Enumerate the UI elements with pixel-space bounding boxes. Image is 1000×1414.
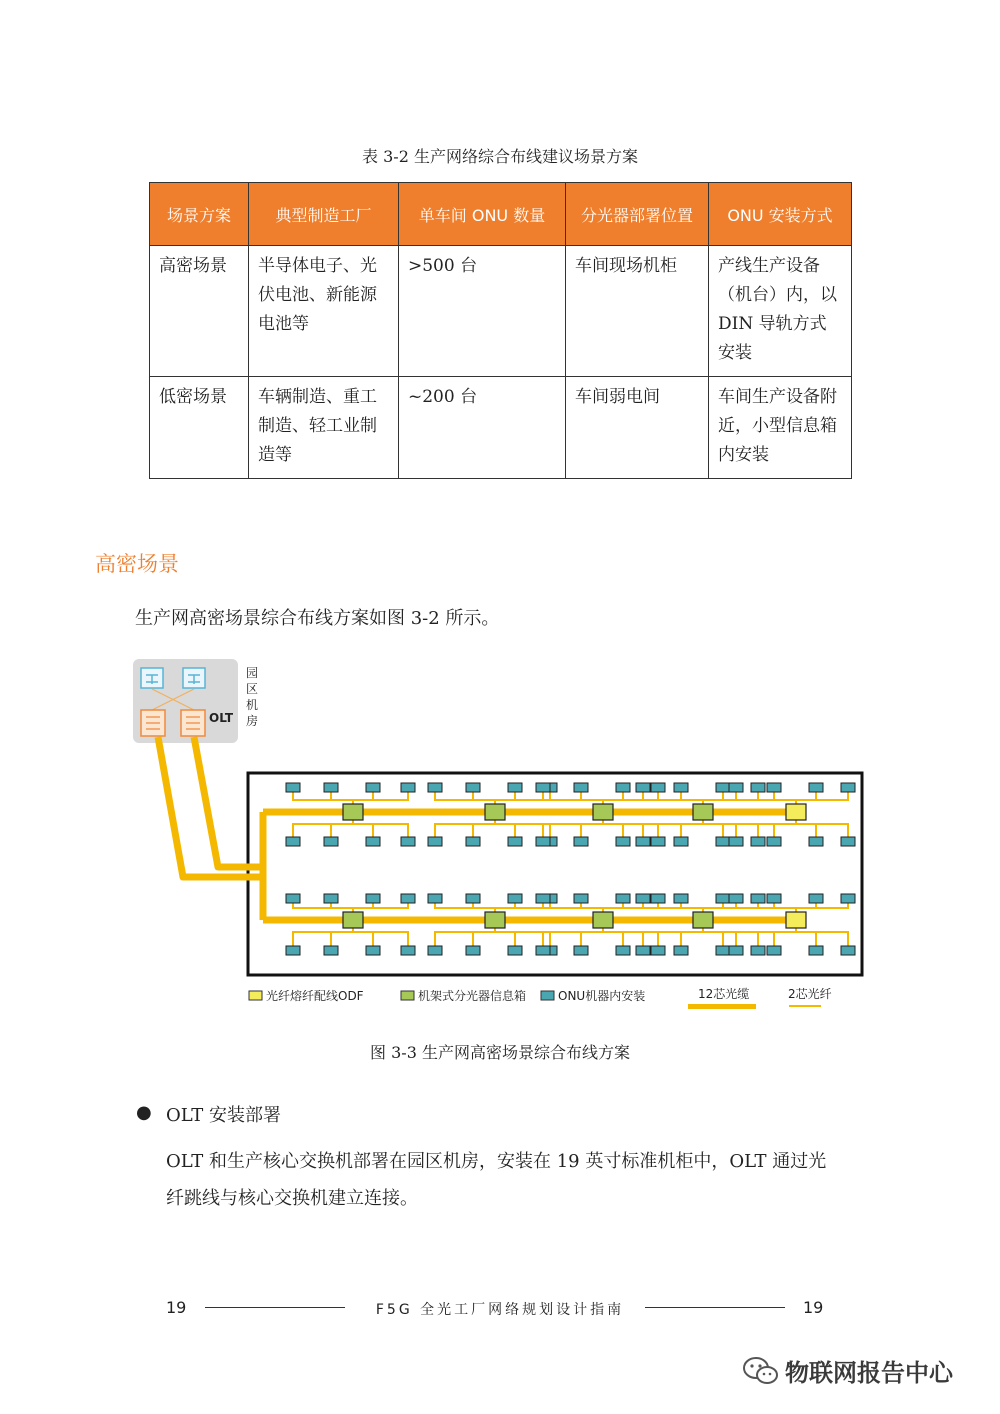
onu-device — [428, 946, 442, 955]
room-label-text: 园区机房 — [246, 666, 259, 728]
onu-device — [651, 783, 665, 792]
onu-device — [716, 837, 730, 846]
watermark-text: 物联网报告中心 — [785, 1359, 953, 1387]
onu-device — [574, 783, 588, 792]
scenario-table — [149, 182, 852, 479]
onu-device — [651, 837, 665, 846]
onu-device — [466, 894, 480, 903]
onu-device — [651, 946, 665, 955]
onu-device — [616, 837, 630, 846]
workshop-box — [248, 773, 862, 975]
body-line: OLT 和生产核心交换机部署在园区机房，安装在 19 英寸标准机柜中，OLT 通过光 — [166, 1151, 827, 1172]
onu-device — [841, 837, 855, 846]
table-caption: 表 3-2 生产网络综合布线建议场景方案 — [362, 147, 638, 166]
splitter-box — [485, 804, 505, 820]
onu-device — [751, 783, 765, 792]
onu-device — [616, 946, 630, 955]
onu-device — [324, 783, 338, 792]
onu-device — [616, 783, 630, 792]
onu-device — [841, 894, 855, 903]
onu-device — [751, 894, 765, 903]
header-factory: 典型制造工厂 — [249, 183, 399, 246]
splitter-box — [593, 804, 613, 820]
onu-device — [751, 946, 765, 955]
cabling-diagram — [128, 655, 868, 1015]
onu-device — [286, 894, 300, 903]
onu-device — [428, 837, 442, 846]
wechat-icon — [742, 1356, 780, 1386]
room-label — [246, 666, 258, 728]
table-header-row — [150, 183, 852, 246]
onu-device — [536, 946, 550, 955]
header-onu-install: ONU 安装方式 — [709, 183, 852, 246]
legend-onu-swatch — [541, 991, 554, 1000]
splitter-box — [693, 804, 713, 820]
section-heading: 高密场景 — [95, 552, 179, 576]
onu-device — [716, 894, 730, 903]
legend-2core-line — [789, 1005, 821, 1007]
splitter-box — [593, 912, 613, 928]
olt-label: OLT — [209, 711, 234, 725]
table-cell: ~200 台 — [399, 377, 566, 479]
onu-device — [729, 946, 743, 955]
bullet-dot: ● — [136, 1102, 152, 1123]
onu-device — [428, 894, 442, 903]
onu-device — [466, 837, 480, 846]
onu-device — [466, 783, 480, 792]
legend-onu-label: ONU机器内安装 — [558, 989, 646, 1003]
onu-device — [366, 783, 380, 792]
onu-device — [809, 837, 823, 846]
legend — [249, 986, 832, 1009]
onu-device — [674, 783, 688, 792]
footer-page-number-right: 19 — [803, 1298, 824, 1317]
onu-device — [767, 946, 781, 955]
onu-device — [636, 837, 650, 846]
onu-device — [324, 837, 338, 846]
legend-odf-swatch — [249, 991, 262, 1000]
onu-device — [751, 837, 765, 846]
onu-device — [674, 946, 688, 955]
onu-device — [574, 894, 588, 903]
onu-device — [729, 837, 743, 846]
figure-caption: 图 3-3 生产网高密场景综合布线方案 — [370, 1043, 630, 1062]
footer-title: F5G 全光工厂网络规划设计指南 — [375, 1302, 625, 1318]
onu-device — [636, 946, 650, 955]
header-splitter-location: 分光器部署位置 — [566, 183, 709, 246]
onu-device — [841, 946, 855, 955]
core-switch-icon — [141, 668, 163, 688]
onu-device — [809, 946, 823, 955]
onu-device — [466, 946, 480, 955]
onu-device — [401, 837, 415, 846]
onu-device — [841, 783, 855, 792]
header-onu-count: 单车间 ONU 数量 — [399, 183, 566, 246]
table-cell: 车辆制造、重工制造、轻工业制造等 — [249, 377, 399, 479]
onu-device — [716, 946, 730, 955]
legend-12core-line — [688, 1004, 756, 1009]
table-cell: 车间生产设备附近，小型信息箱内安装 — [709, 377, 852, 479]
table-cell: 高密场景 — [150, 246, 249, 377]
onu-device — [401, 946, 415, 955]
legend-splitter-swatch — [401, 991, 414, 1000]
core-switch-icon — [183, 668, 205, 688]
splitter-box — [343, 804, 363, 820]
onu-device — [809, 783, 823, 792]
onu-device — [286, 837, 300, 846]
onu-device — [401, 894, 415, 903]
onu-device — [324, 946, 338, 955]
intro-paragraph: 生产网高密场景综合布线方案如图 3-2 所示。 — [135, 608, 500, 629]
olt-device-icon — [141, 710, 165, 736]
splitter-box — [693, 912, 713, 928]
table-row — [150, 377, 852, 479]
table-cell: >500 台 — [399, 246, 566, 377]
legend-12core-label: 12芯光缆 — [698, 987, 750, 1001]
onu-device — [508, 894, 522, 903]
onu-device — [574, 837, 588, 846]
bullet-title: OLT 安装部署 — [166, 1105, 281, 1126]
onu-device — [286, 946, 300, 955]
onu-device — [536, 894, 550, 903]
onu-device — [574, 946, 588, 955]
olt-device-icon — [181, 710, 205, 736]
table-cell: 半导体电子、光伏电池、新能源电池等 — [249, 246, 399, 377]
onu-device — [508, 946, 522, 955]
legend-odf-label: 光纤熔纤配线ODF — [266, 989, 364, 1003]
onu-device — [536, 783, 550, 792]
table-cell: 车间现场机柜 — [566, 246, 709, 377]
table-cell: 车间弱电间 — [566, 377, 709, 479]
onu-device — [401, 783, 415, 792]
splitter-box — [343, 912, 363, 928]
onu-device — [636, 894, 650, 903]
onu-device — [366, 837, 380, 846]
onu-device — [674, 894, 688, 903]
footer-rule-right — [645, 1307, 785, 1308]
odf-box — [786, 804, 806, 820]
onu-device — [366, 894, 380, 903]
table-cell: 产线生产设备（机台）内，以 DIN 导轨方式安装 — [709, 246, 852, 377]
onu-device — [324, 894, 338, 903]
footer-page-number-left: 19 — [166, 1298, 187, 1317]
onu-device — [536, 837, 550, 846]
header-scenario: 场景方案 — [150, 183, 249, 246]
onu-device — [729, 894, 743, 903]
onu-device — [508, 837, 522, 846]
splitter-box — [485, 912, 505, 928]
onu-device — [674, 837, 688, 846]
onu-device — [809, 894, 823, 903]
odf-box — [786, 912, 806, 928]
onu-device — [428, 783, 442, 792]
table-row — [150, 246, 852, 377]
onu-device — [767, 894, 781, 903]
table-cell: 低密场景 — [150, 377, 249, 479]
onu-device — [508, 783, 522, 792]
onu-device — [651, 894, 665, 903]
onu-device — [767, 837, 781, 846]
onu-device — [767, 783, 781, 792]
onu-device — [366, 946, 380, 955]
legend-splitter-label: 机架式分光器信息箱 — [418, 989, 527, 1003]
onu-device — [636, 783, 650, 792]
legend-2core-label: 2芯光纤 — [788, 987, 832, 1001]
onu-device — [716, 783, 730, 792]
onu-device — [286, 783, 300, 792]
onu-device — [729, 783, 743, 792]
onu-device — [616, 894, 630, 903]
body-line: 纤跳线与核心交换机建立连接。 — [166, 1188, 418, 1209]
